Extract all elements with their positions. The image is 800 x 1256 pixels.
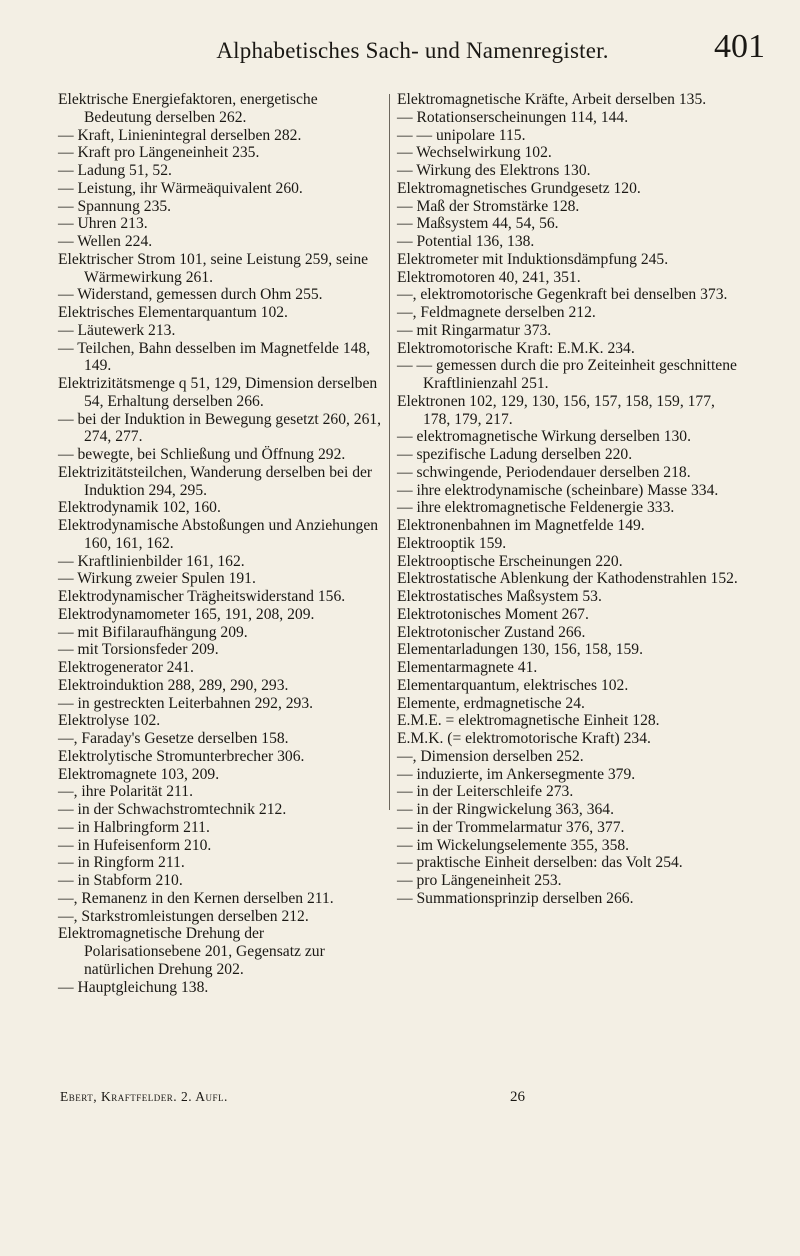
index-entry: — Maßsystem 44, 54, 56. <box>397 215 559 233</box>
index-entry: — Wellen 224. <box>58 233 153 250</box>
index-entry: E.M.E. = elektromagnetische Einheit 128. <box>397 712 660 730</box>
page-header <box>60 28 765 90</box>
index-entry: —, Starkstromleistungen derselben 212. <box>58 907 309 925</box>
page-footer <box>60 1089 745 1109</box>
index-entry: — Wirkung zweier Spulen 191. <box>58 570 256 588</box>
running-head: Alphabetisches Sach- und Namenregister. <box>216 38 609 63</box>
index-entry: —, ihre Polarität 211. <box>58 783 193 801</box>
index-entry: —, Remanenz in den Kernen derselben 211. <box>58 889 334 907</box>
index-entry: Elektroinduktion 288, 289, 290, 293. <box>58 676 289 694</box>
index-entry: —, Dimension derselben 252. <box>397 747 584 765</box>
index-entry: Elektromagnete 103, 209. <box>58 765 220 783</box>
index-entry: Elektromagnetische Drehung der Polarisationsebene 201, Gegensatz zur natürlichen Drehung 202. <box>58 925 325 978</box>
index-entry: Elementarquantum, elektrisches 102. <box>397 676 629 694</box>
index-entry: — Kraft, Linienintegral derselben 282. <box>58 126 302 144</box>
index-entry: — mit Torsionsfeder 209. <box>58 641 219 659</box>
column-divider <box>389 94 390 810</box>
index-entry: — in Ringform 211. <box>58 854 185 872</box>
index-entry: Elektronen 102, 129, 130, 156, 157, 158, 159, 177, 178, 179, 217. <box>397 392 715 428</box>
index-entry: E.M.K. (= elektromotorische Kraft) 234. <box>397 730 651 747</box>
index-entry: — Läutewerk 213. <box>58 321 176 339</box>
index-entry: — in Halbringform 211. <box>58 818 210 836</box>
index-entry: — mit Bifilaraufhängung 209. <box>58 623 248 641</box>
index-entry: Elektrische Energiefaktoren, energetische Bedeutung derselben 262. <box>58 91 318 126</box>
index-entry: —, elektromotorische Gegenkraft bei denselben 373. <box>397 286 728 304</box>
index-entry: — induzierte, im Ankersegmente 379. <box>397 765 636 783</box>
printer-signature: Ebert, Kraftfelder. 2. Aufl. <box>60 1089 228 1104</box>
index-entry: — in der Schwachstromtechnik 212. <box>58 801 287 818</box>
index-entry: — Ladung 51, 52. <box>58 162 172 179</box>
index-entry: Elektrotonischer Zustand 266. <box>397 623 586 641</box>
index-entry: — Summationsprinzip derselben 266. <box>397 889 634 907</box>
index-entry: — Kraft pro Längeneinheit 235. <box>58 144 260 162</box>
index-entry: — elektromagnetische Wirkung derselben 130. <box>397 428 691 446</box>
index-entry: — ihre elektromagnetische Feldenergie 333. <box>397 499 675 517</box>
index-entry: Elementarladungen 130, 156, 158, 159. <box>397 641 643 659</box>
index-column-left <box>58 91 384 996</box>
signature-number: 26 <box>510 1089 525 1105</box>
index-entry: Elektrotonisches Moment 267. <box>397 605 589 623</box>
index-column-right <box>397 91 742 908</box>
index-entry: — — unipolare 115. <box>397 126 526 144</box>
index-entry: Elektrooptische Erscheinungen 220. <box>397 552 623 570</box>
index-entry: — Uhren 213. <box>58 215 148 233</box>
index-entry: — bei der Induktion in Bewegung gesetzt 260, 261, 274, 277. <box>58 410 382 446</box>
index-entry: — in gestreckten Leiterbahnen 292, 293. <box>58 694 314 712</box>
index-entry: —, Faraday's Gesetze derselben 158. <box>58 730 289 747</box>
index-entry: Elektromagnetisches Grundgesetz 120. <box>397 179 641 197</box>
index-entry: — Wirkung des Elektrons 130. <box>397 162 591 179</box>
index-entry: — Maß der Stromstärke 128. <box>397 197 580 215</box>
index-entry: — Kraftlinienbilder 161, 162. <box>58 552 245 570</box>
index-entry: — spezifische Ladung derselben 220. <box>397 446 633 463</box>
index-entry: — im Wickelungselemente 355, 358. <box>397 836 630 854</box>
index-entry: — in der Trommelarmatur 376, 377. <box>397 818 625 836</box>
index-entry: Elektromotoren 40, 241, 351. <box>397 268 581 286</box>
index-entry: — in der Ringwickelung 363, 364. <box>397 801 614 818</box>
index-entry: — Potential 136, 138. <box>397 233 535 250</box>
index-entry: Elektrizitätsteilchen, Wanderung derselben bei der Induktion 294, 295. <box>58 463 373 499</box>
index-entry: — — gemessen durch die pro Zeiteinheit geschnittene Kraftlinienzahl 251. <box>397 357 737 392</box>
page-number: 401 <box>714 28 765 65</box>
index-entry: — mit Ringarmatur 373. <box>397 321 552 339</box>
index-entry: — schwingende, Periodendauer derselben 218. <box>397 463 691 481</box>
index-entry: — pro Längeneinheit 253. <box>397 872 562 889</box>
index-entry: — Teilchen, Bahn desselben im Magnetfelde 148, 149. <box>58 339 371 375</box>
index-entry: — Wechselwirkung 102. <box>397 144 552 162</box>
index-entry: Elektromagnetische Kräfte, Arbeit derselben 135. <box>397 91 707 108</box>
index-entry: — in Hufeisenform 210. <box>58 836 212 854</box>
index-entry: Elektronenbahnen im Magnetfelde 149. <box>397 517 645 534</box>
index-entry: Elektrolytische Stromunterbrecher 306. <box>58 747 305 765</box>
index-entry: Elektrizitätsmenge q 51, 129, Dimension derselben 54, Erhaltung derselben 266. <box>58 375 378 410</box>
index-entry: Elektrostatische Ablenkung der Kathodenstrahlen 152. <box>397 570 738 588</box>
index-entry: Elektrodynamische Abstoßungen und Anziehungen 160, 161, 162. <box>58 517 379 552</box>
index-entry: Elementarmagnete 41. <box>397 659 538 676</box>
index-entry: Elektrodynamometer 165, 191, 208, 209. <box>58 605 315 623</box>
index-entry: Elektrodynamik 102, 160. <box>58 499 221 517</box>
index-entry: — bewegte, bei Schließung und Öffnung 292. <box>58 446 346 463</box>
index-entry: Elektrischer Strom 101, seine Leistung 259, seine Wärmewirkung 261. <box>58 250 369 286</box>
index-entry: Elektrolyse 102. <box>58 712 161 730</box>
index-entry: Elektrooptik 159. <box>397 534 507 552</box>
index-entry: — ihre elektrodynamische (scheinbare) Masse 334. <box>397 481 719 499</box>
index-entry: Elektrodynamischer Trägheitswiderstand 156. <box>58 588 346 605</box>
index-entry: — Rotationserscheinungen 114, 144. <box>397 108 629 126</box>
index-entry: — Spannung 235. <box>58 197 172 215</box>
index-entry: — Leistung, ihr Wärmeäquivalent 260. <box>58 179 303 197</box>
index-entry: — praktische Einheit derselben: das Volt 254. <box>397 854 683 872</box>
index-entry: Elektrisches Elementarquantum 102. <box>58 304 288 321</box>
index-entry: Elektromotorische Kraft: E.M.K. 234. <box>397 339 635 357</box>
index-entry: Elektrometer mit Induktionsdämpfung 245. <box>397 250 669 268</box>
index-entry: Elektrostatisches Maßsystem 53. <box>397 588 602 605</box>
index-entry: — in der Leiterschleife 273. <box>397 783 574 801</box>
index-entry: — Hauptgleichung 138. <box>58 978 209 996</box>
index-entry: — Widerstand, gemessen durch Ohm 255. <box>58 286 323 304</box>
index-entry: Elektrogenerator 241. <box>58 659 194 676</box>
index-entry: Elemente, erdmagnetische 24. <box>397 694 585 712</box>
index-entry: —, Feldmagnete derselben 212. <box>397 304 596 321</box>
index-entry: — in Stabform 210. <box>58 872 183 889</box>
